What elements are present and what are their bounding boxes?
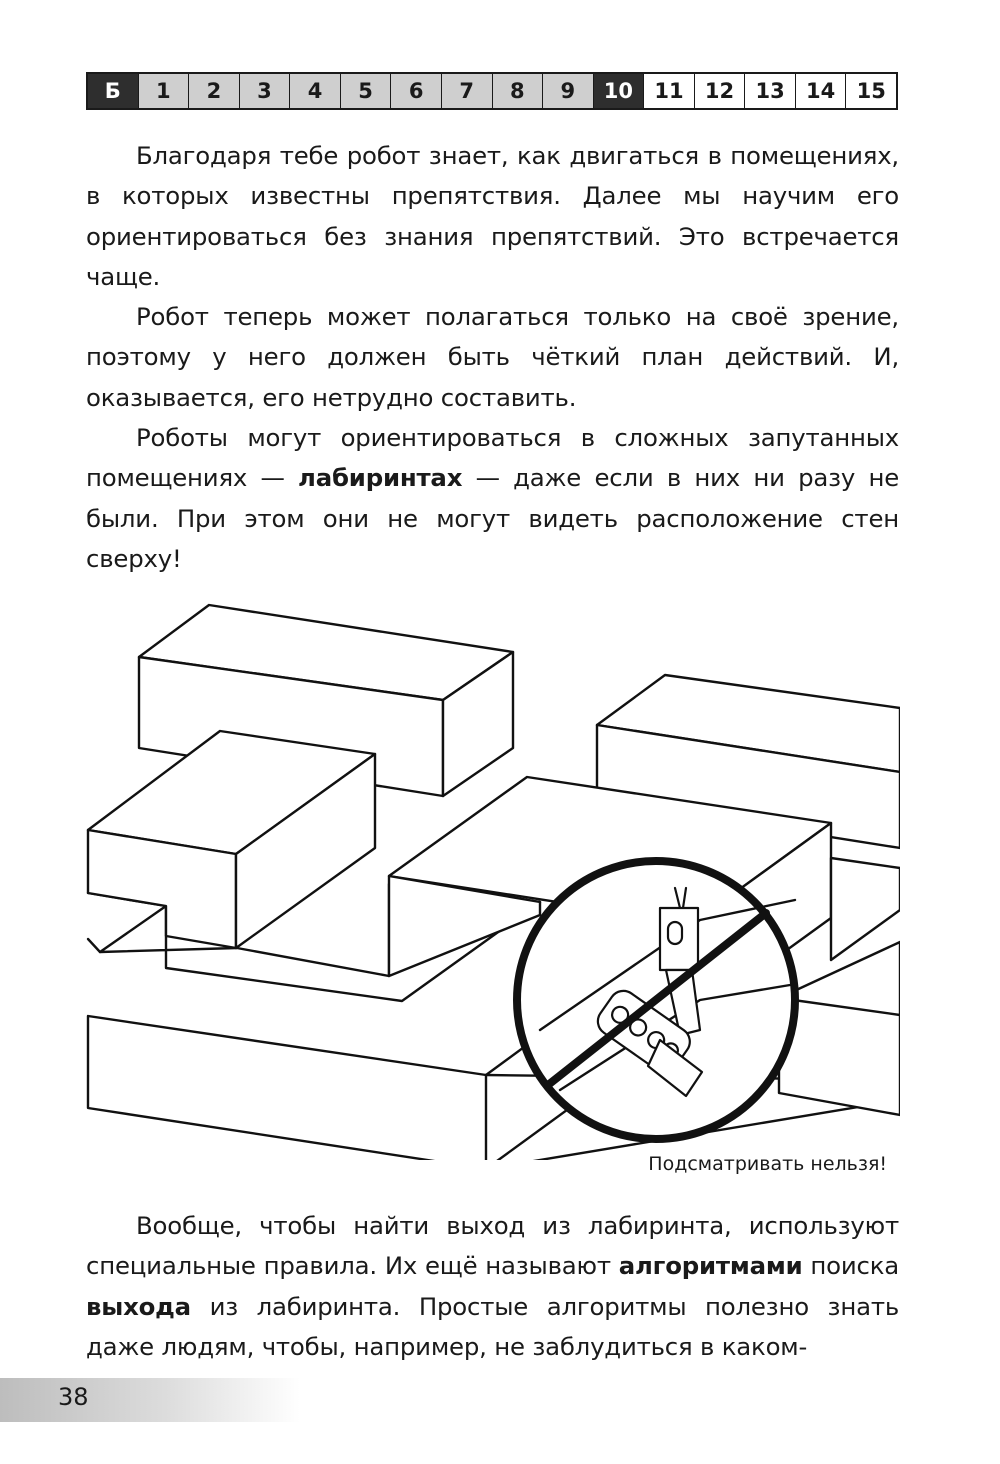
- term-labyrinths: лабиринтах: [298, 463, 463, 493]
- chapter-tab-15[interactable]: 15: [846, 74, 896, 108]
- chapter-tab-1[interactable]: 1: [139, 74, 190, 108]
- chapter-tab-14[interactable]: 14: [796, 74, 847, 108]
- term-algorithms: алгоритмами: [618, 1251, 803, 1281]
- term-exit: выхода: [86, 1291, 191, 1321]
- paragraph-labyrinths: [86, 418, 899, 579]
- maze-illustration: [86, 600, 900, 1160]
- paragraph-intro: Благодаря тебе робот знает, как двигаться в помещениях, в которых известны препятствия. Далее мы научим его ориентироваться без знания препятствий. Это встречается чаще.: [86, 141, 899, 291]
- p4-text-1: Вообще, чтобы найти выход из лабиринта, используют специальные правила. Их ещё называют: [86, 1211, 899, 1281]
- chapter-tab-9[interactable]: 9: [543, 74, 594, 108]
- p4-text-3: из лабиринта. Простые алгоритмы полезно знать даже людям, чтобы, например, не заблудиться в каком-: [86, 1291, 899, 1361]
- chapter-tab-6[interactable]: 6: [391, 74, 442, 108]
- chapter-tab-4[interactable]: 4: [290, 74, 341, 108]
- chapter-tab-10-current[interactable]: 10: [594, 74, 645, 108]
- p3-text-before: Роботы могут ориентироваться в сложных запутанных помещениях —: [86, 423, 899, 493]
- page-number: 38: [58, 1383, 89, 1411]
- page-footer-band: [0, 1378, 300, 1422]
- chapter-tab-11[interactable]: 11: [644, 74, 695, 108]
- chapter-tab-intro[interactable]: Б: [88, 74, 139, 108]
- maze-walls: [88, 605, 900, 1160]
- chapter-tab-3[interactable]: 3: [240, 74, 291, 108]
- chapter-tab-2[interactable]: 2: [189, 74, 240, 108]
- chapter-tab-13[interactable]: 13: [745, 74, 796, 108]
- chapter-tab-5[interactable]: 5: [341, 74, 392, 108]
- p3-text-after: — даже если в них ни разу не были. При этом они не могут видеть расположение стен сверху!: [86, 463, 899, 573]
- chapter-tab-8[interactable]: 8: [493, 74, 544, 108]
- figure-caption: Подсматривать нельзя!: [648, 1153, 887, 1175]
- chapter-tab-12[interactable]: 12: [695, 74, 746, 108]
- paragraph-algorithms: [86, 1206, 899, 1367]
- paragraph-vision: Робот теперь может полагаться только на своё зрение, поэтому у него должен быть чёткий план действий. И, оказывается, его нетрудно составить.: [86, 302, 899, 412]
- no-peeking-sign: [517, 861, 795, 1139]
- p4-text-2: поиска: [802, 1251, 899, 1281]
- chapter-nav: [86, 72, 898, 110]
- chapter-tab-7[interactable]: 7: [442, 74, 493, 108]
